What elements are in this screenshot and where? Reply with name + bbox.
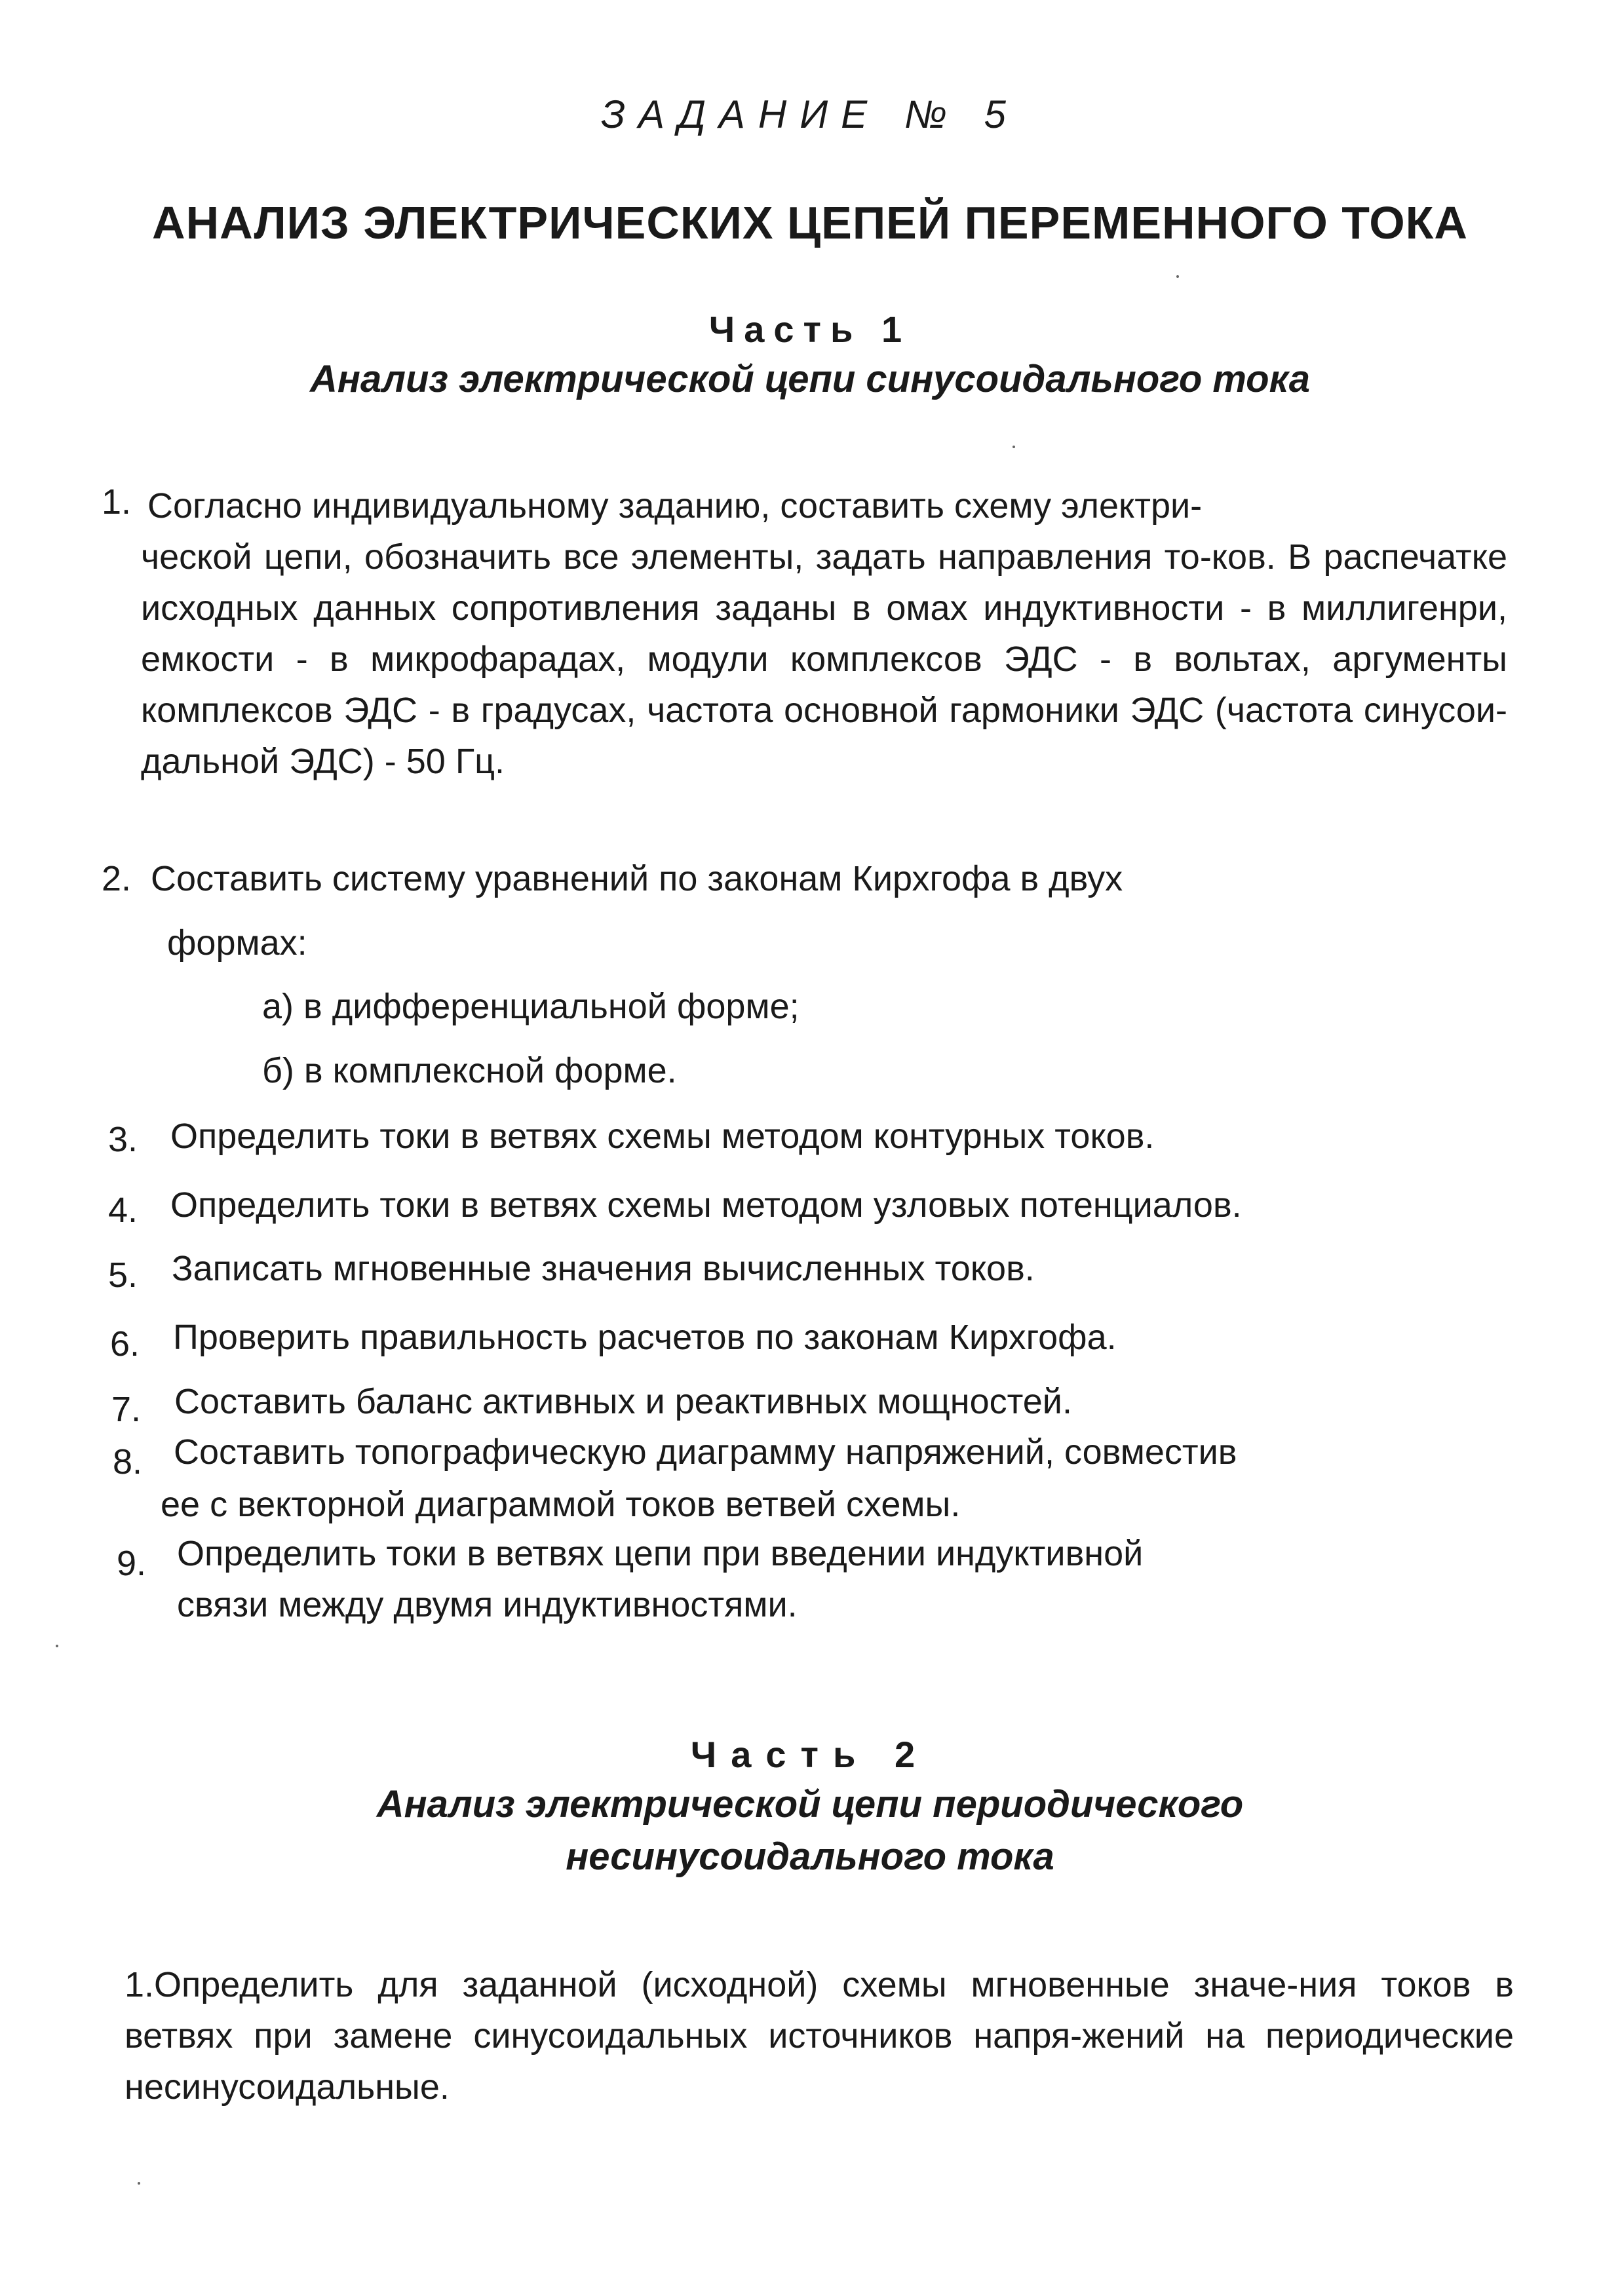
item2-line2: формах: — [167, 923, 307, 963]
part2-item1: 1.Определить для заданной (исходной) схемы мгновенные значе-ния токов в ветвях при замене синусоидальных источников напря-жений на периодические несинусоидальные. — [125, 1965, 1514, 2107]
main-title: АНАЛИЗ ЭЛЕКТРИЧЕСКИХ ЦЕПЕЙ ПЕРЕМЕННОГО ТОКА — [152, 197, 1468, 248]
scan-speck — [1176, 275, 1179, 278]
item5-text: Записать мгновенные значения вычисленных токов. — [172, 1249, 1035, 1288]
item9-number: 9. — [117, 1544, 147, 1583]
item4-text: Определить токи в ветвях схемы методом узловых потенциалов. — [170, 1185, 1242, 1225]
item6-number: 6. — [110, 1324, 140, 1364]
item1-continuation: ческой цепи, обозначить все элементы, задать направления то-ков. В распечатке исходных данных сопротивления заданы в омах индуктивности - в миллигенри, емкости - в микрофарадах, модули комплексов ЭДС - в вольтах, аргументы комплексов ЭДС - в градусах, частота основной гармоники ЭДС (частота синусои-дальной ЭДС) - 50 Гц. — [141, 537, 1507, 781]
item4-number: 4. — [108, 1191, 138, 1230]
part2-subtitle-line1: Анализ электрической цепи периодического — [376, 1783, 1244, 1826]
scan-speck — [138, 2182, 140, 2185]
item7-text: Составить баланс активных и реактивных мощностей. — [174, 1382, 1072, 1421]
scan-speck — [56, 1645, 58, 1647]
task-title: ЗАДАНИЕ № 5 — [601, 92, 1019, 136]
item2-line1: Составить систему уравнений по законам Кирхгофа в двух — [151, 859, 1123, 898]
item9-line1: Определить токи в ветвях цепи при введении индуктивной — [177, 1534, 1144, 1573]
item8-number: 8. — [113, 1442, 143, 1482]
part1-subtitle: Анализ электрической цепи синусоидального тока — [310, 358, 1310, 400]
item2-sub-a: а) в дифференциальной форме; — [262, 987, 800, 1026]
scan-speck — [1013, 446, 1015, 448]
item6-text: Проверить правильность расчетов по законам Кирхгофа. — [173, 1318, 1117, 1357]
item2-sub-b: б) в комплексной форме. — [262, 1051, 677, 1090]
item3-text: Определить токи в ветвях схемы методом контурных токов. — [170, 1117, 1155, 1156]
item7-number: 7. — [111, 1390, 142, 1429]
part2-label: Часть 2 — [690, 1734, 930, 1775]
part1-label: Часть 1 — [708, 309, 912, 350]
item8-line1: Составить топографическую диаграмму напряжений, совместив — [174, 1432, 1237, 1472]
item1-first-line: Согласно индивидуальному заданию, составить схему электри- — [147, 486, 1203, 526]
item8-line2: ее с векторной диаграммой токов ветвей схемы. — [161, 1485, 961, 1524]
item5-number: 5. — [108, 1255, 138, 1295]
part2-subtitle-line2: несинусоидального тока — [566, 1835, 1054, 1878]
item3-number: 3. — [108, 1120, 138, 1159]
item2-number: 2. — [102, 859, 132, 898]
item1-number: 1. — [102, 482, 132, 522]
item9-line2: связи между двумя индуктивностями. — [177, 1585, 798, 1624]
